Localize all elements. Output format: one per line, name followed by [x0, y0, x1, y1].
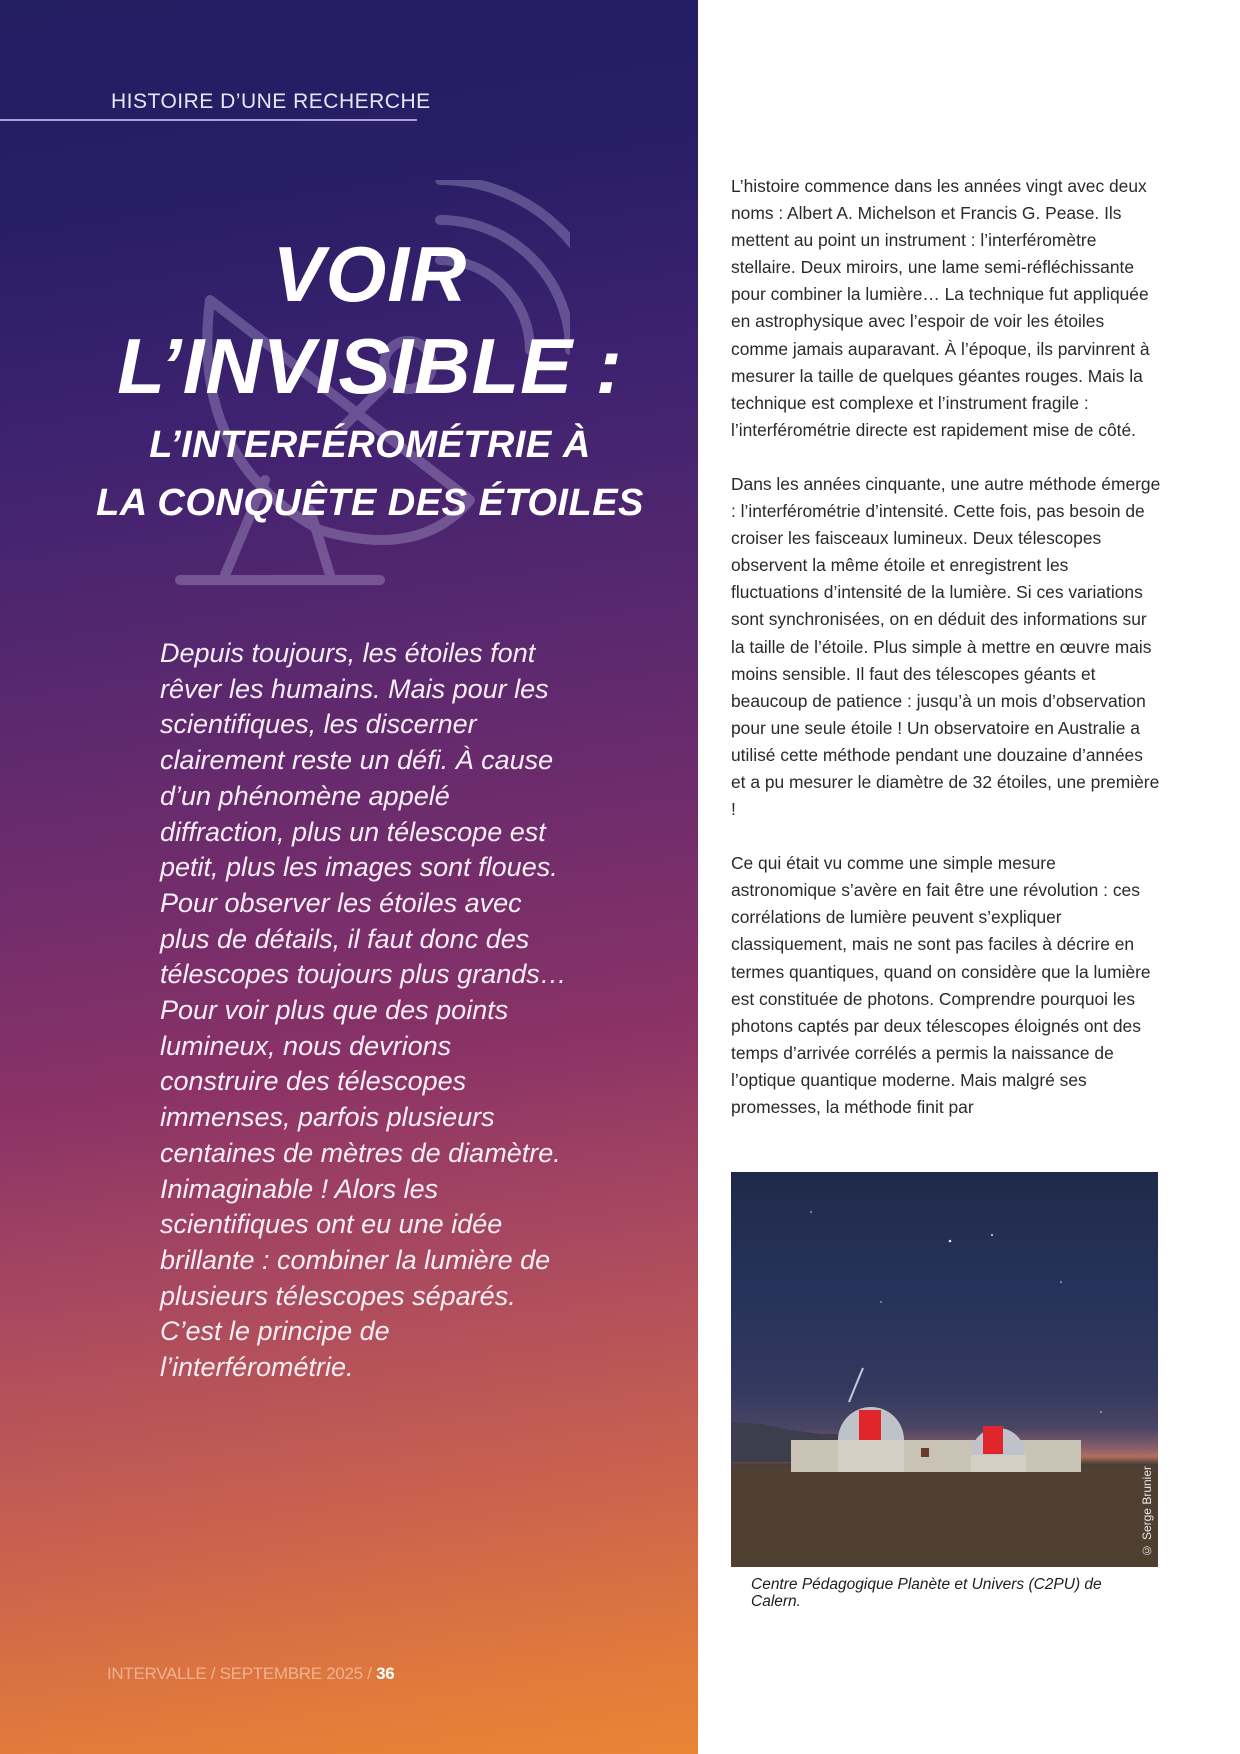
title-line-2: L’INVISIBLE :	[117, 322, 623, 410]
body-paragraph: Ce qui était vu comme une simple mesure astronomique s’avère en fait être une révolution : ces corrélations de lumière peuvent s’expliquer classiquement, mais ne sont pas faciles à décrire en termes quantiques, quand on considère que la lumière est constituée de photons. Comprendre pourquoi les photons captés par deux télescopes éloignés ont des temps d’arrivée corrélés a permis la naissance de l’optique quantique moderne. Mais malgré ses promesses, la méthode finit par	[731, 853, 1151, 1117]
page-number: 36	[376, 1664, 395, 1683]
page-footer	[107, 1664, 394, 1684]
intro-paragraph: Depuis toujours, les étoiles font rêver les humains. Mais pour les scientifiques, les discerner clairement reste un défi. À cause d’un phénomène appelé diffraction, plus un télescope est petit, plus les images sont floues. Pour observer les étoiles avec plus de détails, il faut donc des télescopes toujours plus grands… Pour voir plus que des points lumineux, nous devrions construire des télescopes immenses, parfois plusieurs centaines de mètres de diamètre. Inimaginable ! Alors les scientifiques ont eu une idée brillante : combiner la lumière de plusieurs télescopes séparés. C’est le principe de l’interférométrie.	[160, 638, 567, 1383]
section-label: HISTOIRE D’UNE RECHERCHE	[111, 90, 431, 113]
article-title	[60, 228, 680, 532]
photo-caption: Centre Pédagogique Planète et Univers (C2PU) de Calern.	[751, 1576, 1102, 1610]
article-body	[731, 173, 1161, 1148]
photo-credit: © Serge Brunier	[1140, 1465, 1154, 1557]
observatory-illustration	[731, 1172, 1158, 1567]
section-divider	[0, 119, 417, 121]
subtitle-line-1: L’INTERFÉROMÉTRIE À	[149, 424, 591, 466]
body-paragraph: Dans les années cinquante, une autre méthode émerge : l’interférométrie d’intensité. Cette fois, pas besoin de croiser les faisceaux lumineux. Deux télescopes observent la même étoile et enregistrent les fluctuations d’intensité de la lumière. Si ces variations sont synchronisées, on en déduit des informations sur la taille de l’étoile. Plus simple à mettre en œuvre mais moins sensible. Il faut des télescopes géants et beaucoup de patience : jusqu’à un mois d’observation pour une seule étoile ! Un observatoire en Australie a utilisé cette méthode pendant une douzaine d’années et a pu mesurer le diamètre de 32 étoiles, une première !	[731, 473, 1161, 820]
publication-info: INTERVALLE / SEPTEMBRE 2025 /	[107, 1664, 377, 1683]
subtitle-line-2: LA CONQUÊTE DES ÉTOILES	[96, 482, 644, 524]
title-line-1: VOIR	[272, 230, 468, 318]
body-paragraph: L’histoire commence dans les années vingt avec deux noms : Albert A. Michelson et Francis G. Pease. Ils mettent au point un instrument : l’interféromètre stellaire. Deux miroirs, une lame semi-réfléchissante pour combiner la lumière… La technique fut appliquée en astrophysique avec l’espoir de voir les étoiles comme jamais auparavant. À l’époque, ils parvinrent à mesurer la taille de quelques géantes rouges. Mais la technique est complexe et l’instrument fragile : l’interférométrie directe est rapidement mise de côté.	[731, 176, 1150, 440]
observatory-photo	[731, 1172, 1158, 1567]
